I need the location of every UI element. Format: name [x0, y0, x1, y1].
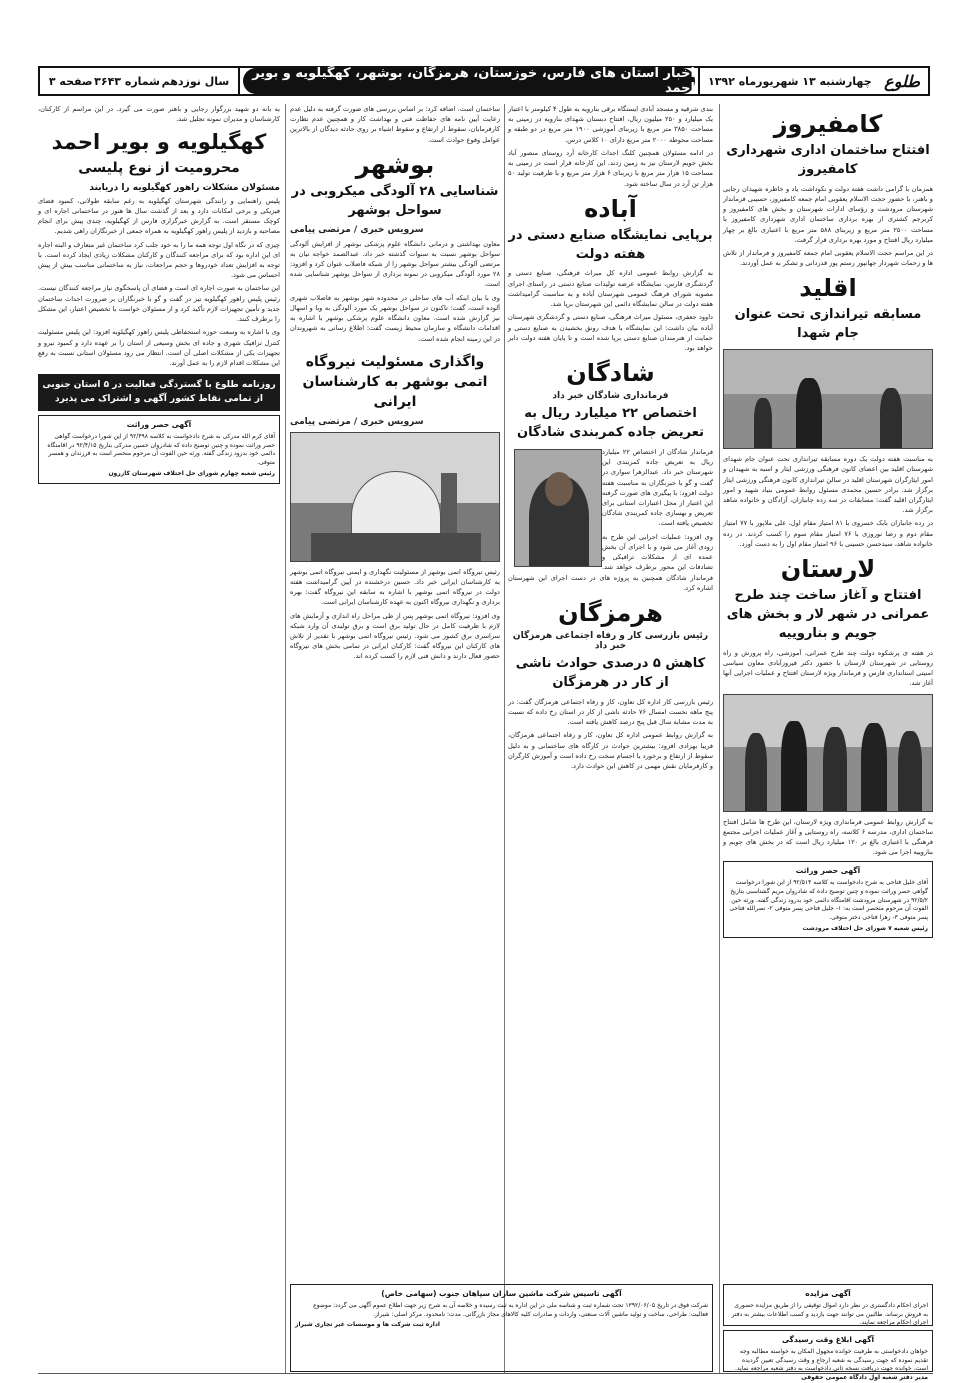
ad-text: آقای کرم الله مدرکی به شرح دادخواست به کلاسه ۹۲/۴۹۸ از این شورا درخواست گواهی حصر وراثت نموده و چنین توضیح داده که شادروان حسین مدرکی بتاریخ ۹۲/۴/۱۵ در اقامتگاه دائمی خود بدرود زندگی گفته. ورثه حین الفوت آن مرحوم منحصر است به فرزندان و همسر متوفی. — [47, 433, 275, 467]
paragraph: معاون بهداشتی و درمانی دانشگاه علوم پزشکی بوشهر از افزایش آلودگی سواحل بوشهر نسبت به سنوات گذشته خبر داد. عبدالصمد خواجه نیان به مرتضی آلودگی بیشتر سواحل بوشهر را از شبکه فاضلاب عنوان کرد و افزود: ۲۸ مورد آلودگی میکروبی در نمونه برداری از سواحل بوشهر شناسایی شده است. — [290, 239, 500, 289]
article-eghlid — [723, 454, 933, 549]
headline-nuclear-plant: واگذاری مسئولیت نیروگاه اتمی بوشهر به کارشناسان ایرانی — [302, 353, 488, 411]
section-hormozgan: هرمزگان — [558, 598, 663, 627]
article-larestan-continued — [508, 104, 713, 189]
section-eghlid: اقلید — [799, 274, 857, 303]
ad-signature: رئیس شعبه ۷ شورای حل اختلاف مرودشت — [802, 924, 928, 932]
ad-text: اجرای احکام دادگستری در نظر دارد اموال توقیفی را از طریق مزایده حضوری به فروش برساند. طالبین می توانند جهت بازدید و کسب اطلاعات بیشتر به دفتر اجرای احکام مراجعه نمایند. — [731, 1301, 928, 1327]
headline-bushehr-pollution: شناسایی ۲۸ آلودگی میکروبی در سواحل بوشهر — [291, 183, 499, 218]
paragraph: به گزارش روابط عمومی اداره کل تعاون، کار و رفاه اجتماعی هرمزگان، فریبا بهزادی افزود: بیشترین حوادث در کارگاه های ساختمانی و به دلیل سقوط از ارتفاع و برخورد با اجسام سخت رخ داده است و آموزش کارگران و کارفرمایان نقش مهمی در کاهش این حوادث دارد. — [508, 731, 713, 770]
subscription-banner: روزنامه طلوع با گستردگی فعالیت در ۵ استان جنوبی از تمامی نقاط کشور آگهی و اشتراک می پذیرد — [38, 374, 280, 411]
ad-inheritance-2 — [38, 415, 280, 483]
article-larestan-intro — [723, 648, 933, 689]
kicker-shadegan: فرمانداری شادگان خبر داد — [552, 391, 669, 402]
section-shadegan: شادگان — [566, 359, 655, 388]
ad-signature: مدیر دفتر شعبه اول دادگاه عمومی حقوقی — [801, 1373, 928, 1381]
subheadline-police: مسئولان مشکلات راهور کهگیلویه را دریابند — [89, 182, 280, 193]
paragraph: در رده جانبازان بابک خسروی با ۸۱ امتیاز مقام اول، علی ملاپور با ۷۷ امتیاز مقام دوم و رضا نوروزی با ۷۶ امتیاز مقام سوم را کسب کردند. در رده خانواده شاهد، سیدحسن حسینی با ۹۶ امتیاز مقام اول را به دست آورد. — [723, 519, 934, 548]
ad-inheritance-1 — [723, 861, 933, 938]
issue-year: سال نوزدهم — [161, 74, 230, 88]
column-1 — [723, 104, 933, 1284]
paragraph: به بانه دو شهید بزرگوار رجایی و باهنر صورت می گیرد. در این مراسم از کارکنان، کارشناسان و مدیران نمونه تجلیل شد. — [38, 105, 280, 124]
masthead-issue-box — [40, 68, 240, 94]
paragraph: در ادامه مسئولان همچنین کلنگ احداث کارخانه آرد روستای منصور آباد بخش جویم لارستان نیز به زمین زدند. این کارخانه قرار است در زمینی به مساحت ۱۵ هزار متر مربع با زیربنای ۶ هزار متر مربع و با ظرفیت تولید ۵۰ هزار تن آرد در سال ساخته شود. — [508, 148, 713, 188]
paragraph: رئیس نیروگاه اتمی بوشهر از مسئولیت نگهداری و ایمنی نیروگاه اتمی بوشهر به کارشناسان ایرانی خبر داد. حسین درخشنده در آیین گرامیداشت هفته دولت در نیروگاه اتمی بوشهر با اشاره به سابقه این نیروگاه گفت: بهره برداری و نگهداری نیروگاه اکنون به عهده کارشناسان ایرانی است. — [290, 567, 500, 607]
ad-title: آگهی حصر وراثت — [126, 420, 192, 430]
paragraph: این ساختمان به صورت اجاره ای است و فضای آن پاسخگوی نیاز مراجعه کنندگان نیست. رئیس پلیس راهور کهگیلویه نیز در گفت و گو با خبرنگاران بر ضرورت احداث ساختمان جدید و تأمین تجهیزات لازم تأکید کرد و از مسئولان خواست با تخصیص اعتبار، این مشکل را برطرف کنند. — [38, 284, 280, 324]
paragraph: ساختمان است. اضافه کرد: بر اساس بررسی های صورت گرفته به دلیل عدم رعایت آیین نامه های حفاظت فنی و بهداشت کار و همچنین عدم نظارت کارفرمایان، سقوط از ارتفاع و سقوط اشیاء بر روی حادثه دیدگان از بالاترین عوامل وقوع حوادث است. — [290, 105, 500, 144]
column-2 — [508, 104, 713, 1284]
ad-auction — [723, 1284, 933, 1326]
page-number: صفحه ۳ — [48, 74, 93, 88]
ad-title: آگهی حصر وراثت — [795, 866, 861, 876]
photo-nuclear-plant — [290, 432, 500, 562]
article-continued — [38, 104, 280, 124]
ad-court-notice — [723, 1330, 933, 1381]
column-rule — [285, 104, 286, 1374]
kicker-hormozgan: رئیس بازرسی کار و رفاه اجتماعی هرمزگان خبر داد — [512, 630, 709, 651]
article-hormozgan — [508, 697, 713, 772]
column-rule — [719, 104, 720, 1374]
ad-title: آگهی تاسیس شرکت ماشین سازان سپاهان جنوب (سهامی خاص) — [381, 1289, 622, 1298]
article-nuclear-plant — [290, 567, 500, 662]
article-bushehr-pollution — [290, 239, 500, 344]
byline: سرویس خبری / مرتضی پیامی — [290, 416, 424, 427]
article-larestan — [723, 817, 933, 858]
photo-governor-portrait — [514, 449, 602, 567]
ad-signature: رئیس شعبه چهارم شورای حل اختلاف شهرستان کازرون — [108, 469, 275, 477]
paragraph: به گزارش روابط عمومی فرمانداری ویژه لارستان، این طرح ها شامل افتتاح ساختمان اداری، مدرسه ۶ کلاسه، راه روستایی و آغاز عملیات اجرایی مجتمع فرهنگی با اعتباری بالغ بر ۱۲۰ میلیارد ریال است که در بخش های جویم و بناروییه اجرا می شود. — [723, 817, 933, 857]
article-shadegan — [508, 447, 713, 593]
paragraph: در این مراسم حجت الاسلام یعقوبی امام جمعه کامفیروز و فرماندار از تلاش ها و زحمات شهردار جهانپور رستم پور قدردانی و تشکر به عمل آوردند. — [723, 249, 933, 268]
section-bushehr: بوشهر — [355, 150, 435, 179]
byline: سرویس خبری / مرتضی پیامی — [290, 224, 424, 235]
issue-number: شماره ۳۶۴۳ — [94, 74, 160, 88]
ad-title: آگهی مزایده — [805, 1289, 851, 1298]
paragraph: به گزارش روابط عمومی اداره کل میراث فرهنگی، صنایع دستی و گردشگری فارس، نمایشگاه عرضه تولیدات صنایع دستی در راستای اجرای مصوبه شورای فرهنگ عمومی شهرستان آباده و به مناسبت گرامیداشت هفته دولت در سالن نمایشگاه دائمی این شهرستان برپا شد. — [508, 269, 713, 309]
ad-text: شرکت فوق در تاریخ ۱۳۹۲/۰۶/۰۵ تحت شماره ثبت و شناسه ملی در این اداره به ثبت رسیده و خلاصه آن به شرح زیر جهت اطلاع عموم آگهی می گردد: موضوع فعالیت: طراحی، ساخت و تولید ماشین آلات صنعتی، واردات و صادرات کلیه کالاهای مجاز بازرگانی. مدت: نامحدود. مرکز اصلی: شیراز. — [313, 1301, 708, 1318]
ad-company-registration — [290, 1284, 713, 1372]
ad-signature: اداره ثبت شرکت ها و موسسات غیر تجاری شیراز — [295, 1321, 440, 1329]
headline-kamfiruz: افتتاح ساختمان اداری شهرداری کامفیروز — [726, 143, 930, 177]
paragraph: وی افزود: نیروگاه اتمی بوشهر پس از طی مراحل راه اندازی و آزمایش های لازم با ظرفیت کامل در حال تولید برق است و برق تولیدی آن وارد شبکه سراسری برق کشور می شود. رئیس نیروگاه اتمی بوشهر با تقدیر از تلاش های کارکنان این نیروگاه گفت: کارکنان ایرانی در تمامی بخش های نیروگاه حضور فعال دارند و دانش فنی لازم را کسب کرده اند. — [290, 611, 500, 661]
article-kamfiruz — [723, 184, 933, 269]
headline-eghlid: مسابقه تیراندازی تحت عنوان جام شهدا — [734, 307, 922, 342]
paragraph: به مناسبت هفته دولت یک دوره مسابقه تیراندازی تحت عنوان جام شهدای شهرستان اقلید بین اعضای کانون فرهنگی ورزشی ایثار و اسبه به شهیدان و امور ایثارگران شهرستان اقلید در سالن تیراندازی کانون فرهنگی ورزشی ایثار برگزار شد. برادر حسین محمدی مسئول روابط عمومی بنیاد شهید و امور ایثارگران اقلید گفت: مسابقات در سه رده جانبازان، آزادگان و خانواده شاهد برگزار شد. — [723, 455, 933, 515]
masthead-date-box — [698, 68, 928, 94]
photo-ribbon-cutting — [723, 694, 933, 812]
article-abadeh — [508, 268, 713, 353]
article-hormozgan-continued — [290, 104, 500, 145]
section-kamfiruz: کامفیروز — [773, 110, 883, 138]
column-4 — [38, 104, 280, 1284]
headline-hormozgan: کاهش ۵ درصدی حوادث ناشی از کار در هرمزگان — [515, 655, 706, 690]
paragraph: پلیس راهنمایی و رانندگی شهرستان کهگیلویه به رغم سابقه طولانی، کمبود فضای فیزیکی و برخی امکانات دارد و بعد از گذشت سال ها هنوز در ساختمانی اجاره ای و کوچک مستقر است. به گزارش خبرگزاری فارس از کهگیلویه، چندی پیش برای انجام مصاحبه و بازدید از پلیس راهور کهگیلویه به همراه جمعی از خبرنگاران راهی شدیم. — [38, 196, 280, 236]
paragraph: بندی شرقیه و مسجد آبادی ایستگاه برقی بنارویه به طول ۴ کیلومتر با اعتبار یک میلیارد و ۲۵۰ میلیون ریال، افتتاح دبستان شهدای بنارویه در زمینی به مساحت ۳۸۵۰ متر مربع با زیربنای آموزشی ۱۹۰۰ متر مربع در دو طبقه و مساحت محوطه ۲۰۰۰ متر مربع دارای ۱۰ کلاس درس. — [508, 105, 713, 144]
paragraph: وی با بیان اینکه آب های ساحلی در محدوده شهر بوشهر به فاضلاب شهری آلوده است، گفت: تاکنون در سواحل بوشهر یک مورد آلودگی به وبا و اسهال نیز گزارش شده است. معاون دانشگاه علوم پزشکی بوشهر با اشاره به اقدامات دانشگاه و سازمان محیط زیست گفت: اطلاع رسانی به شهروندان در این زمینه انجام شده است. — [290, 293, 500, 343]
section-kohgiluyeh: کهگیلویه و بویر احمد — [51, 130, 267, 155]
paragraph: فرماندار شادگان از اختصاص ۲۲ میلیارد ریال به تعریض جاده کمربندی این شهرستان خبر داد. عبدالزهرا سواری در گفت و گو با خبرنگاران به مناسبت هفته دولت افزود: با پیگیری های صورت گرفته این اعتبار از محل اعتبارات استانی برای تعریض و بهسازی جاده کمربندی شادگان تخصیص یافته است. — [602, 447, 713, 528]
masthead — [38, 66, 930, 96]
column-rule — [504, 104, 505, 1374]
section-abadeh: آباده — [584, 194, 637, 223]
ad-text: آقای خلیل فتاحی به شرح دادخواست به کلاسه ۹۲/۵۱۴ از این شورا درخواست گواهی حصر وراثت نموده و چنین توضیح داده که شادروان مریم گشتاسبی بتاریخ ۹۲/۵/۲ در شهرستان مرودشت اقامتگاه دائمی خود بدرود زندگی گفته. ورثه حین الفوت آن مرحوم منحصر است به: ۱- خلیل فتاحی پسر متوفی ۲- نصرالله فتاحی پسر متوفی ۳- زهرا فتاحی دختر متوفی. — [729, 879, 928, 921]
newspaper-logo: طلوع — [884, 71, 920, 91]
section-larestan: لارستان — [780, 555, 876, 584]
issue-date: چهارشنبه ۱۳ شهریورماه ۱۳۹۲ — [708, 74, 872, 88]
photo-shooting-contest — [723, 349, 933, 449]
paragraph: همزمان با گرامی داشت هفته دولت و نکوداشت یاد و خاطره شهیدان رجایی و باهنر، با حضور حجت الاسلام یعقوبی امام جمعه کامفیروز، حسینی فرماندار شهرستان مرودشت و رؤسای ادارات شهرستان و بخش های کامفیروز و کربرجم کشتری از بهره برداری ساختمان اداری شهرداری کامفیروز با مساحت ۲۵۰۰ متر مربع و زیربنای ۵۸۸ متر مربع با اعتباری بالغ بر چهار میلیارد ریال افتتاح و مورد بهره برداری قرار گرفت. — [723, 184, 933, 244]
ad-title: آگهی ابلاغ وقت رسیدگی — [781, 1335, 875, 1344]
article-police — [38, 196, 280, 369]
page-section-title: اخبار استان های فارس، خوزستان، هرمزگان، بوشهر، کهگیلویه و بویر احمد — [243, 68, 695, 94]
paragraph: وی افزود: عملیات اجرایی این طرح به زودی آغاز می شود و با اجرای آن بخش عمده ای از مشکلات ترافیکی و تصادفات این محور برطرف خواهد شد. فرماندار شادگان همچنین به پروژه های در دست اجرای این شهرستان اشاره کرد. — [508, 532, 713, 592]
ad-text: خواهان دادخواستی به طرفیت خوانده مجهول المکان به خواسته مطالبه وجه تقدیم نموده که جهت رسیدگی به شعبه ارجاع و وقت رسیدگی تعیین گردیده است. خوانده جهت دریافت نسخه ثانی دادخواست به دفتر شعبه مراجعه نماید. — [735, 1347, 928, 1373]
headline-shadegan: اختصاص ۲۲ میلیارد ریال به تعریض جاده کمربندی شادگان — [517, 406, 704, 441]
paragraph: داوود جعفری، مسئول میراث فرهنگی، صنایع دستی و گردشگری شهرستان آباده بیان داشت: این نمایشگاه با هدف رونق بخشیدن به صنایع دستی و حمایت از هنرمندان صنایع دستی برپا شده است و تا پایان هفته دولت دایر خواهد بود. — [508, 313, 713, 352]
paragraph: وی با اشاره به وسعت حوزه استحفاظی پلیس راهور کهگیلویه افزود: این پلیس مسئولیت کنترل ترافیک شهری و جاده ای بخش وسیعی از استان را بر عهده دارد و کمبود نیرو و تجهیزات یکی از مشکلات اصلی آن است. انتظار می رود مسئولان استانی نسبت به رفع این مشکلات اقدام لازم را به عمل آورند. — [38, 328, 280, 368]
paragraph: در هفته ی پرشکوه دولت چند طرح عمرانی، آموزشی، راه پرورش و راه روستایی در شهرستان لارستان با حضور دکتر فیروزآبادی معاون سیاسی امنیتی استانداری فارس و فرماندار ویژه لارستان افتتاح و عملیات اجرایی آنها آغاز شد. — [723, 648, 933, 688]
paragraph: رئیس بازرسی کار اداره کل تعاون، کار و رفاه اجتماعی هرمزگان گفت: در پنج ماهه نخست امسال ۷۶ حادثه ناشی از کار در استان رخ داده که نسبت به مدت مشابه سال قبل پنج درصد کاهش یافته است. — [508, 697, 714, 727]
column-3 — [290, 104, 500, 1284]
headline-larestan: افتتاح و آغاز ساخت چند طرح عمرانی در شهر لار و بخش های جویم و بناروییه — [726, 588, 930, 641]
paragraph: چیزی که در نگاه اول توجه همه ما را به خود جلب کرد ساختمان غیر متعارف و البته اجاره ای این اداره بود که برای مراجعه کنندگان و کارکنان مشکلات زیادی ایجاد کرده است. با توجه به افزایش تعداد خودروها و حجم مراجعات، نیاز به ساختمانی مناسب بیش از پیش احساس می شود. — [38, 240, 280, 280]
headline-abadeh: برپایی نمایشگاه صنایع دستی در هفته دولت — [508, 227, 713, 262]
footer-rule — [38, 1373, 933, 1374]
headline-police: محرومیت از نوع پلیسی — [78, 160, 240, 177]
